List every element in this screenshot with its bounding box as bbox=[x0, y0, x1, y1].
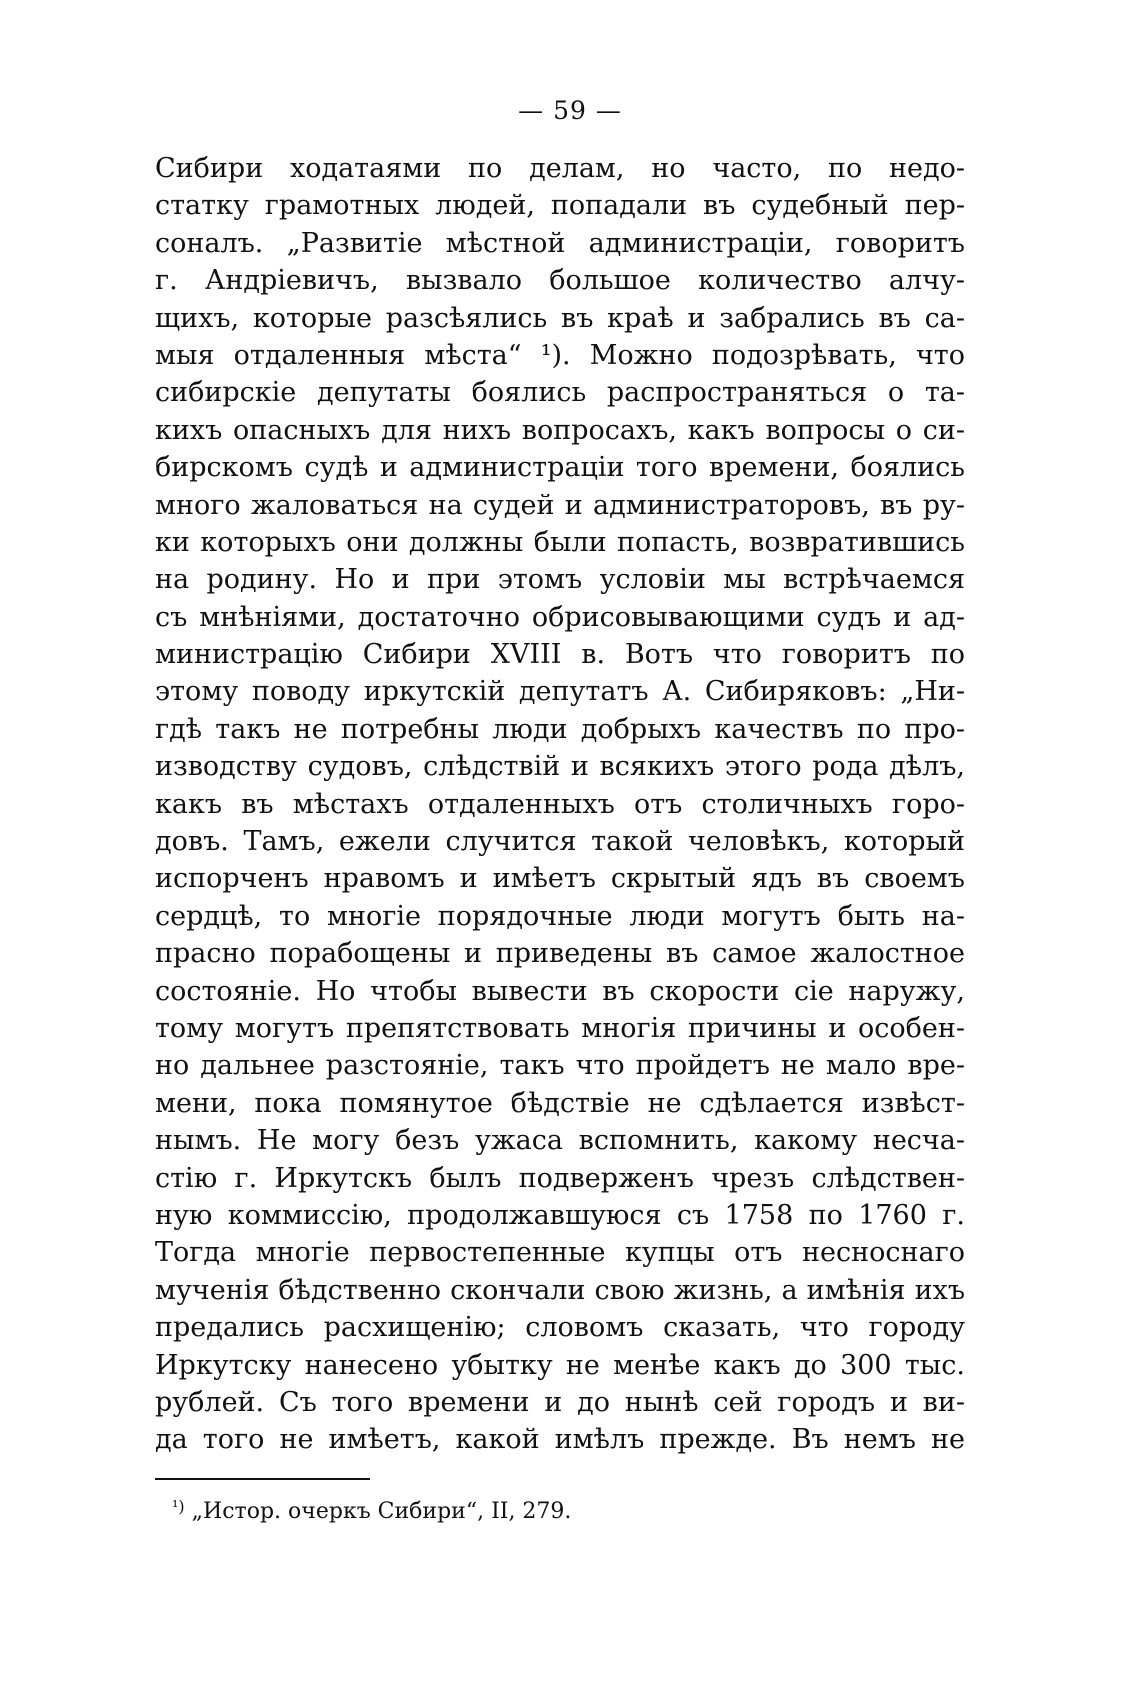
text-line: на родину. Но и при этомъ условіи мы встрѣчаемся bbox=[155, 564, 965, 596]
body-text bbox=[155, 150, 965, 1459]
text-line: ную коммиссію, продолжавшуюся съ 1758 по 1760 г. bbox=[155, 1199, 965, 1231]
text-line: нымъ. Не могу безъ ужаса вспомнить, какому несча- bbox=[155, 1125, 965, 1157]
text-line: прасно порабощены и приведены въ самое жалостное bbox=[155, 938, 965, 970]
text-line: статку грамотных людей, попадали въ судебный пер- bbox=[155, 190, 965, 222]
text-line: предались расхищенію; словомъ сказать, что городу bbox=[155, 1312, 965, 1344]
text-line: этому поводу иркутскій депутатъ А. Сибиряковъ: „Ни- bbox=[155, 676, 965, 708]
text-line: бирскомъ судѣ и администраціи того времени, боялись bbox=[155, 452, 965, 484]
footnote-text: „Истор. очеркъ Сибири“, II, 279. bbox=[191, 1499, 572, 1524]
text-line: мени, пока помянутое бѣдствіе не сдѣлается извѣст- bbox=[155, 1087, 965, 1119]
text-line: сибирскіе депутаты боялись распространяться о та- bbox=[155, 377, 965, 409]
text-line: стію г. Иркутскъ былъ подверженъ чрезъ слѣдствен- bbox=[155, 1162, 965, 1194]
text-line: гдѣ такъ не потребны люди добрыхъ качествъ по про- bbox=[155, 713, 965, 745]
text-line: Тогда многіе первостепенные купцы отъ несноснаго bbox=[155, 1237, 965, 1269]
text-line: мыя отдаленныя мѣста“ ¹). Можно подозрѣвать, что bbox=[155, 339, 965, 371]
text-line: соналъ. „Развитіе мѣстной администраціи, говоритъ bbox=[155, 227, 965, 259]
text-line: министрацію Сибири XVIII в. Вотъ что говоритъ по bbox=[155, 639, 965, 671]
text-line: да того не имѣетъ, какой имѣлъ прежде. Въ немъ не bbox=[155, 1424, 965, 1456]
text-line: кихъ опасныхъ для нихъ вопросахъ, какъ вопросы о си- bbox=[155, 414, 965, 446]
text-line: сердцѣ, то многіе порядочные люди могутъ быть на- bbox=[155, 900, 965, 932]
text-line: тому могутъ препятствовать многія причины и особен- bbox=[155, 1012, 965, 1044]
text-line: много жаловаться на судей и администраторовъ, въ ру- bbox=[155, 489, 965, 521]
text-line: состояніе. Но чтобы вывести въ скорости сіе наружу, bbox=[155, 975, 965, 1007]
text-line: щихъ, которые разсѣялись въ краѣ и забрались въ са- bbox=[155, 302, 965, 334]
text-line: какъ въ мѣстахъ отдаленныхъ отъ столичныхъ горо- bbox=[155, 788, 965, 820]
text-line: рублей. Съ того времени и до нынѣ сей городъ и ви- bbox=[155, 1386, 965, 1418]
text-line: изводству судовъ, слѣдствій и всякихъ этого рода дѣлъ, bbox=[155, 751, 965, 783]
text-line: мученія бѣдственно скончали свою жизнь, а имѣнія ихъ bbox=[155, 1274, 965, 1306]
text-line: г. Андріевичъ, вызвало большое количество алчу- bbox=[155, 265, 965, 297]
text-line: довъ. Тамъ, ежели случится такой человѣкъ, который bbox=[155, 826, 965, 858]
text-line: испорченъ нравомъ и имѣетъ скрытый ядъ въ своемъ bbox=[155, 863, 965, 895]
footnote-marker: ¹) bbox=[172, 1497, 185, 1516]
page-number: — 59 — bbox=[518, 96, 622, 125]
text-line: Сибири ходатаями по делам, но часто, по недо- bbox=[155, 153, 965, 184]
text-line: ки которыхъ они должны были попасть, возвратившись bbox=[155, 526, 965, 558]
text-line: но дальнее разстояніе, такъ что пройдетъ не мало вре- bbox=[155, 1050, 965, 1082]
footnote bbox=[172, 1497, 571, 1527]
footnote-divider bbox=[155, 1478, 370, 1480]
text-line: Иркутску нанесено убытку не менѣе какъ до 300 тыс. bbox=[155, 1349, 965, 1381]
text-line: съ мнѣніями, достаточно обрисовывающими судъ и ад- bbox=[155, 601, 965, 633]
